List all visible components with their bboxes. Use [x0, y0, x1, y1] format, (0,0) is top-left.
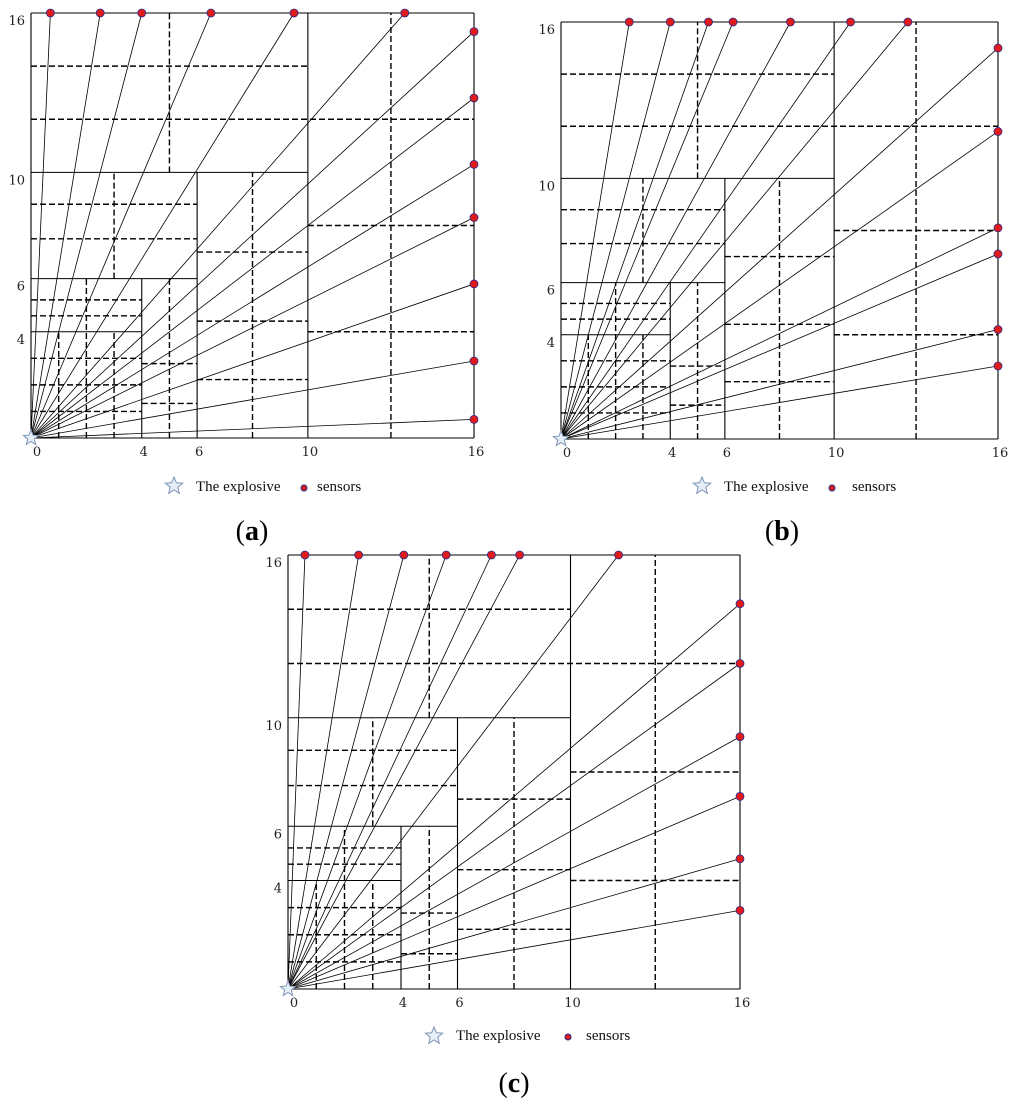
sensor-points: [46, 9, 478, 423]
sensor-ray: [288, 555, 404, 989]
y-tick-label: 16: [8, 14, 25, 29]
legend-sensor-dot-icon: [301, 485, 307, 491]
sensor-dot: [400, 551, 408, 559]
sensor-dot: [736, 792, 744, 800]
x-tick-label: 16: [733, 996, 751, 1011]
legend-star-icon: [693, 477, 710, 493]
legend-star-icon: [165, 477, 182, 493]
legend: [425, 1027, 630, 1044]
y-tick-label: 6: [546, 283, 555, 299]
axis-ticks: [265, 556, 750, 1011]
panel-caption: (c): [498, 1068, 530, 1099]
y-tick-label: 10: [8, 173, 25, 189]
sensor-dot: [847, 18, 855, 26]
x-tick-label: 0: [289, 996, 299, 1011]
legend-sensor-dot-icon: [565, 1034, 571, 1040]
sensor-ray: [561, 22, 670, 439]
sensor-dot: [994, 127, 1002, 135]
y-tick-label: 10: [265, 718, 282, 734]
panel-b: [538, 18, 1008, 547]
sensor-dot: [615, 551, 623, 559]
sensor-dot: [470, 415, 478, 423]
sensor-dot: [355, 551, 363, 559]
y-tick-label: 10: [538, 179, 555, 195]
explosive-star: [280, 981, 295, 996]
sensor-dot: [736, 660, 744, 668]
x-tick-label: 0: [562, 446, 572, 461]
sensor-dot: [96, 9, 104, 17]
sensor-dot: [46, 9, 54, 17]
y-tick-label: 16: [265, 556, 282, 571]
sensor-ray: [31, 13, 294, 438]
grid-lines: [31, 13, 474, 438]
explosive-star-icon: [280, 981, 295, 996]
x-tick-label: 10: [827, 446, 845, 461]
sensor-ray: [561, 22, 708, 439]
sensor-ray: [31, 13, 211, 438]
sensor-dot: [786, 18, 794, 26]
sensor-ray: [288, 555, 491, 989]
x-tick-label: 4: [668, 446, 677, 461]
x-tick-label: 16: [991, 446, 1009, 461]
y-tick-label: 4: [273, 881, 282, 897]
legend: [693, 477, 896, 495]
sensor-dot: [994, 250, 1002, 258]
x-tick-label: 10: [564, 996, 581, 1011]
sensor-ray: [288, 555, 619, 989]
panel-c: [265, 551, 750, 1099]
y-tick-label: 6: [16, 279, 25, 295]
sensor-dot: [470, 214, 478, 222]
sensor-dot: [470, 94, 478, 102]
legend-explosive-label: The explosive: [724, 479, 809, 495]
sensor-dot: [138, 9, 146, 17]
sensor-dot: [470, 357, 478, 365]
sensor-dot: [729, 18, 737, 26]
sensor-ray: [31, 13, 100, 438]
sensor-ray: [561, 22, 733, 439]
x-tick-label: 4: [139, 445, 148, 460]
sensor-dot: [442, 551, 450, 559]
sensor-dot: [470, 28, 478, 36]
sensor-dot: [487, 551, 495, 559]
sensor-dot: [904, 18, 912, 26]
sensor-dot: [625, 18, 633, 26]
legend-sensors-label: sensors: [317, 479, 362, 495]
y-tick-label: 4: [546, 335, 555, 351]
sensor-dot: [470, 160, 478, 168]
sensor-dot: [736, 906, 744, 914]
sensor-ray: [561, 22, 851, 439]
sensor-ray: [31, 32, 474, 438]
x-tick-label: 6: [455, 996, 464, 1011]
sensor-dot: [704, 18, 712, 26]
x-tick-label: 4: [398, 996, 408, 1011]
sensor-dot: [736, 855, 744, 863]
x-tick-label: 6: [194, 445, 204, 460]
panel-caption: (a): [235, 516, 269, 547]
sensor-dot: [207, 9, 215, 17]
sensor-dot: [516, 551, 524, 559]
sensor-dot: [994, 44, 1002, 52]
sensor-dot: [736, 733, 744, 741]
legend-explosive-label: The explosive: [196, 479, 281, 495]
legend-explosive-label: The explosive: [456, 1028, 541, 1044]
sensor-dot: [994, 224, 1002, 232]
y-tick-label: 6: [273, 827, 282, 843]
sensor-points: [301, 551, 744, 914]
sensor-ray: [288, 555, 446, 989]
sensor-dot: [736, 600, 744, 608]
grid-lines: [561, 22, 998, 439]
legend-sensor-dot-icon: [829, 485, 835, 491]
panel-caption: (b): [764, 516, 800, 547]
y-tick-label: 4: [16, 332, 25, 348]
legend-star-icon: [425, 1027, 442, 1043]
sensor-ray: [288, 555, 359, 989]
sensor-dot: [994, 362, 1002, 370]
x-tick-label: 16: [467, 445, 485, 460]
panel-a: [8, 9, 484, 547]
x-tick-label: 0: [32, 445, 42, 460]
y-tick-label: 16: [538, 23, 555, 38]
sensor-ray: [31, 218, 474, 438]
x-tick-label: 10: [301, 445, 319, 460]
sensor-dot: [301, 551, 309, 559]
axis-ticks: [538, 23, 1008, 461]
legend-sensors-label: sensors: [586, 1028, 631, 1044]
legend-sensors-label: sensors: [852, 479, 897, 495]
x-tick-label: 6: [722, 446, 732, 461]
sensor-dot: [401, 9, 409, 17]
sensor-ray: [288, 555, 305, 989]
sensor-dot: [290, 9, 298, 17]
sensor-dot: [470, 280, 478, 288]
sensor-dot: [994, 326, 1002, 334]
sensor-dot: [666, 18, 674, 26]
legend: [165, 477, 361, 495]
